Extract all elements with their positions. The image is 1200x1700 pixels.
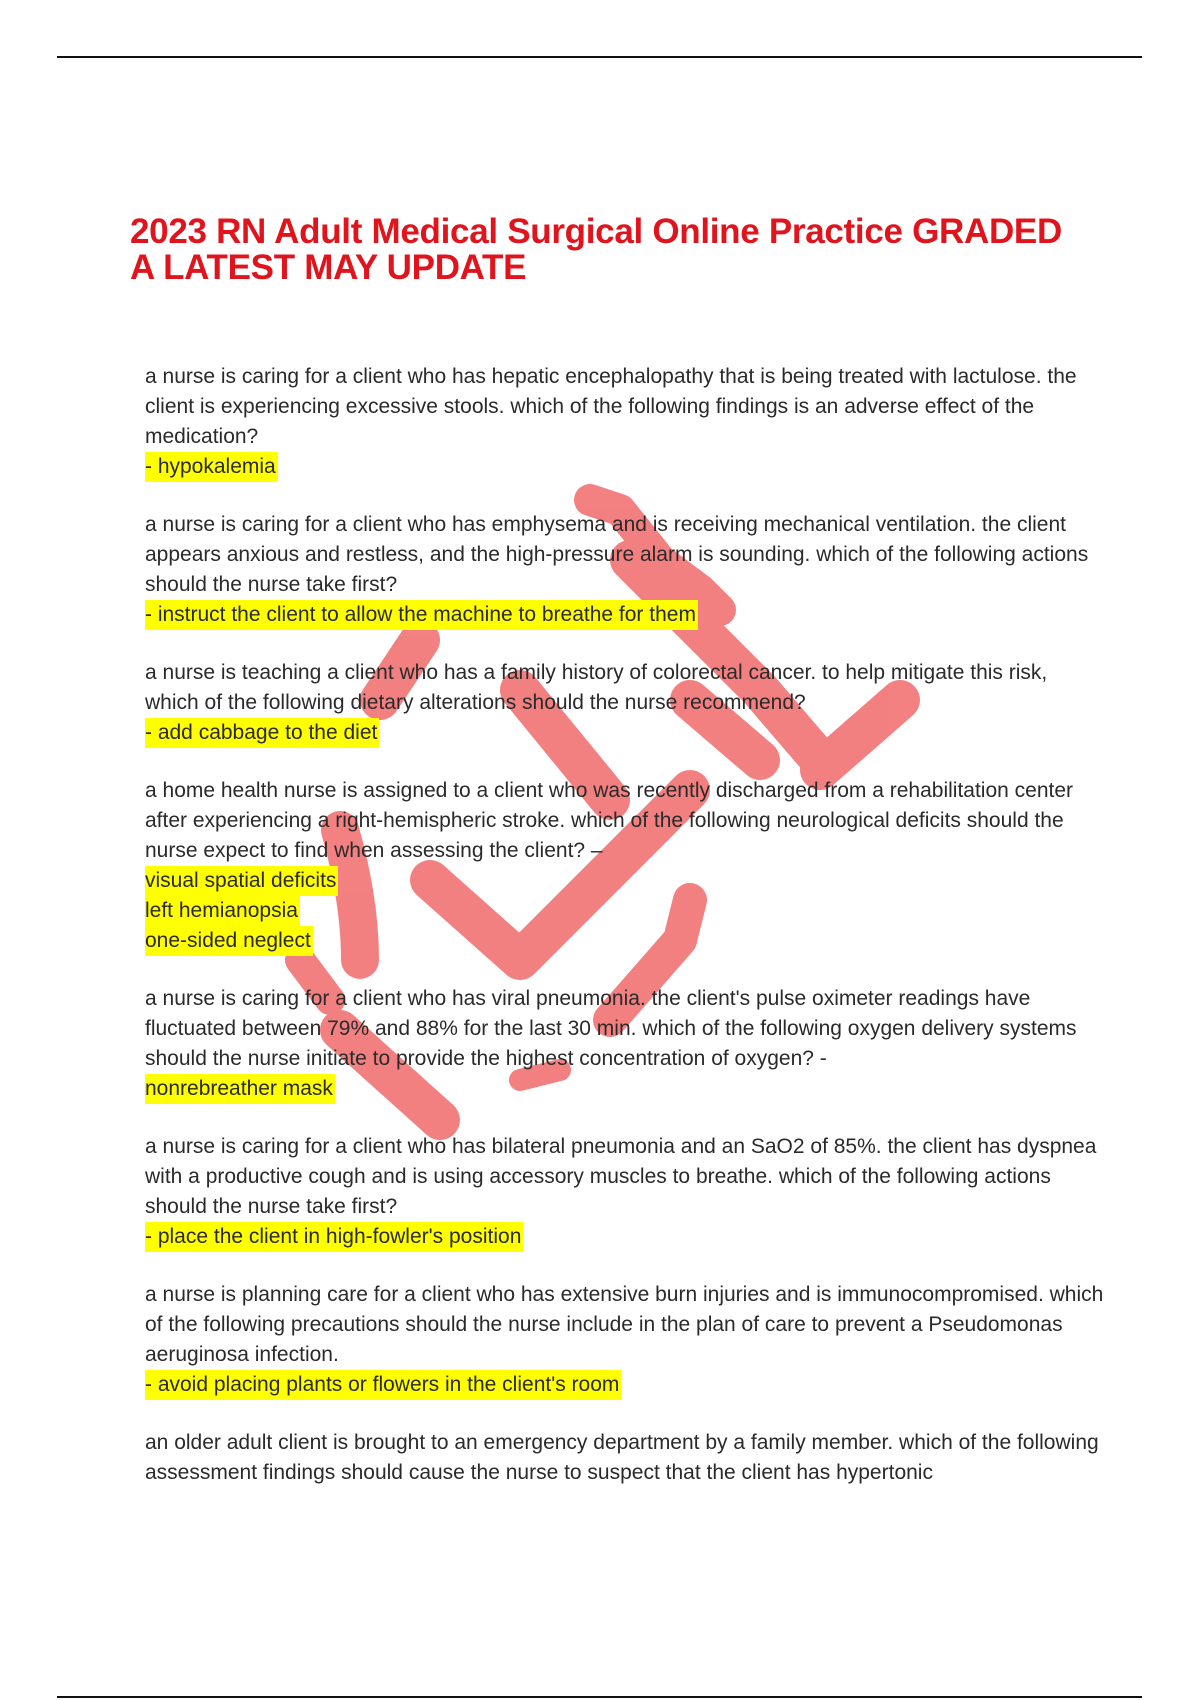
question-text: a nurse is planning care for a client who has extensive burn injuries and is immunocompromised. which of the following precautions should the nurse include in the plan of care to prevent a Pseudomonas aeruginosa infection.: [145, 1283, 1104, 1366]
question-block: [145, 984, 1105, 1104]
question-block: [145, 1428, 1105, 1488]
answer-line: [145, 600, 1105, 630]
question-text: a home health nurse is assigned to a client who was recently discharged from a rehabilitation center after experiencing a right-hemispheric stroke. which of the following neurological deficits should the nurse expect to find when assessing the client? –: [145, 779, 1074, 862]
question-block: [145, 362, 1105, 482]
answer-line: [145, 926, 1105, 956]
question-block: [145, 1280, 1105, 1400]
answer-group: [145, 452, 1105, 482]
question-text: an older adult client is brought to an emergency department by a family member. which of the following assessment findings should cause the nurse to suspect that the client has hypertonic: [145, 1431, 1099, 1484]
highlighted-answer: visual spatial deficits: [145, 866, 338, 896]
bottom-rule: [57, 1696, 1142, 1698]
highlighted-answer: one-sided neglect: [145, 926, 313, 956]
highlighted-answer: nonrebreather mask: [145, 1074, 335, 1104]
answer-line: [145, 896, 1105, 926]
highlighted-answer: - add cabbage to the diet: [145, 718, 379, 748]
top-rule: [57, 56, 1142, 58]
question-list: [145, 362, 1105, 1516]
highlighted-answer: - instruct the client to allow the machine to breathe for them: [145, 600, 698, 630]
question-text: a nurse is caring for a client who has emphysema and is receiving mechanical ventilation. the client appears anxious and restless, and the high-pressure alarm is sounding. which of the following actions should the nurse take first?: [145, 513, 1089, 596]
question-text: a nurse is caring for a client who has bilateral pneumonia and an SaO2 of 85%. the client has dyspnea with a productive cough and is using accessory muscles to breathe. which of the following actions should the nurse take first?: [145, 1135, 1097, 1218]
question-block: [145, 1132, 1105, 1252]
answer-line: [145, 718, 1105, 748]
answer-line: [145, 1370, 1105, 1400]
answer-group: [145, 600, 1105, 630]
highlighted-answer: - place the client in high-fowler's position: [145, 1222, 523, 1252]
highlighted-answer: - avoid placing plants or flowers in the client's room: [145, 1370, 621, 1400]
answer-group: [145, 1074, 1105, 1104]
highlighted-answer: - hypokalemia: [145, 452, 278, 482]
question-text: a nurse is teaching a client who has a family history of colorectal cancer. to help mitigate this risk, which of the following dietary alterations should the nurse recommend?: [145, 661, 1048, 714]
question-block: [145, 510, 1105, 630]
answer-group: [145, 718, 1105, 748]
answer-line: [145, 1222, 1105, 1252]
answer-group: [145, 1370, 1105, 1400]
document-title: 2023 RN Adult Medical Surgical Online Practice GRADED A LATEST MAY UPDATE: [130, 212, 1062, 287]
answer-line: [145, 452, 1105, 482]
question-text: a nurse is caring for a client who has hepatic encephalopathy that is being treated with lactulose. the client is experiencing excessive stools. which of the following findings is an adverse effect of the medication?: [145, 365, 1077, 448]
question-block: [145, 776, 1105, 956]
answer-line: [145, 1074, 1105, 1104]
question-text: a nurse is caring for a client who has viral pneumonia. the client's pulse oximeter readings have fluctuated between 79% and 88% for the last 30 min. which of the following oxygen delivery systems should the nurse initiate to provide the highest concentration of oxygen? -: [145, 987, 1077, 1070]
highlighted-answer: left hemianopsia: [145, 896, 300, 926]
question-block: [145, 658, 1105, 748]
answer-group: [145, 866, 1105, 956]
answer-line: [145, 866, 1105, 896]
answer-group: [145, 1222, 1105, 1252]
